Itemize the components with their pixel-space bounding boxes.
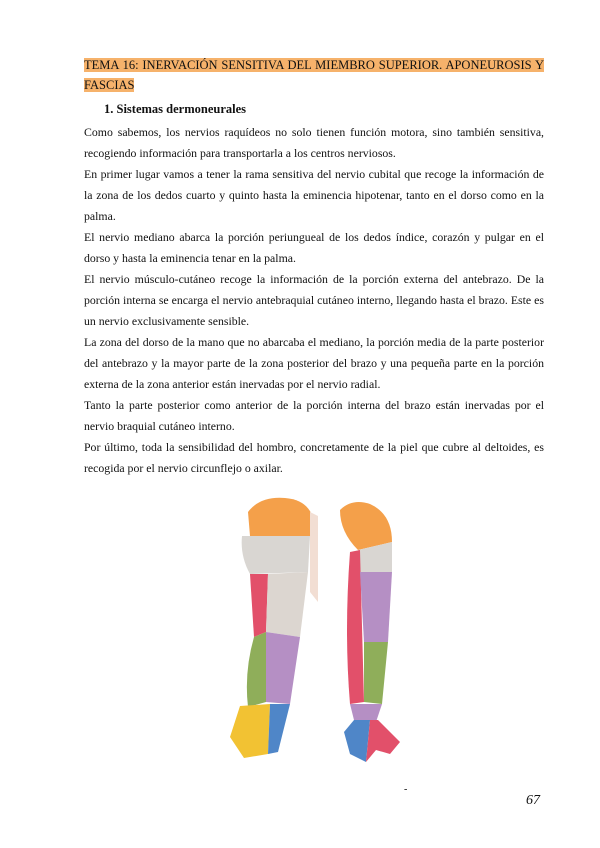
shoulder-grey-zone [242,536,310,574]
body-text [84,122,544,479]
arm-grey-zone [266,572,308,637]
radial-hand-zone [366,720,400,762]
medial-cutaneous-zone [360,572,392,642]
paragraph: El nervio mediano abarca la porción periungueal de los dedos índice, corazón y pulgar en el dorso y hasta la eminencia tenar en la palma. [84,230,544,265]
musculocutaneous-zone [364,642,388,704]
paragraph: La zona del dorso de la mano que no abarcaba el mediano, la porción media de la parte posterior del antebrazo y la mayor parte de la zona posterior del brazo y una pequeña parte en la porción externa de la zona anterior están inervadas por el nervio radial. [84,335,544,391]
ulnar-zone [268,704,290,754]
paragraph: Tanto la parte posterior como anterior de la porción interna del brazo están inervadas por el nervio braquial cutáneo interno. [84,398,544,433]
paragraph: El nervio músculo-cutáneo recoge la información de la porción externa del antebrazo. De la porción interna se encarga el nervio antebraquial cutáneo interno, llegando hasta el brazo. Este es un nervio exclusivamente sensible. [84,272,544,328]
section-heading: 1. Sistemas dermoneurales [104,102,246,116]
paragraph: Como sabemos, los nervios raquídeos no solo tienen función motora, sino también sensitiva, recogiendo información para transportarla a los centros nerviosos. [84,125,544,160]
page-number: 67 [526,793,540,808]
ulnar-zone [344,720,370,762]
musculocutaneous-zone [247,632,266,707]
dermatome-arm-illustration [210,492,430,792]
torso-edge [310,512,318,602]
paragraph: En primer lugar vamos a tener la rama sensitiva del nervio cubital que recoge la información de la zona de los dedos cuarto y quinto hasta la eminencia hipotenar, tanto en el dorso como en la palma. [84,167,544,223]
topic-title-text: TEMA 16: INERVACIÓN SENSITIVA DEL MIEMBRO SUPERIOR. APONEUROSIS Y FASCIAS [84,58,544,92]
median-zone [230,704,270,758]
medial-cutaneous-zone [266,632,300,704]
paragraph: Por último, toda la sensibilidad del hombro, concretamente de la piel que cubre al deltoides, es recogida por el nervio circunflejo o axilar. [84,440,544,475]
radial-zone-anterior [250,574,268,637]
stray-mark: - [404,784,408,795]
axillary-zone [340,502,392,550]
topic-title [84,55,544,95]
axillary-zone [248,498,314,536]
medial-cutaneous-lower [350,704,382,722]
posterior-arm-figure [340,502,400,762]
anterior-arm-figure [230,498,318,758]
